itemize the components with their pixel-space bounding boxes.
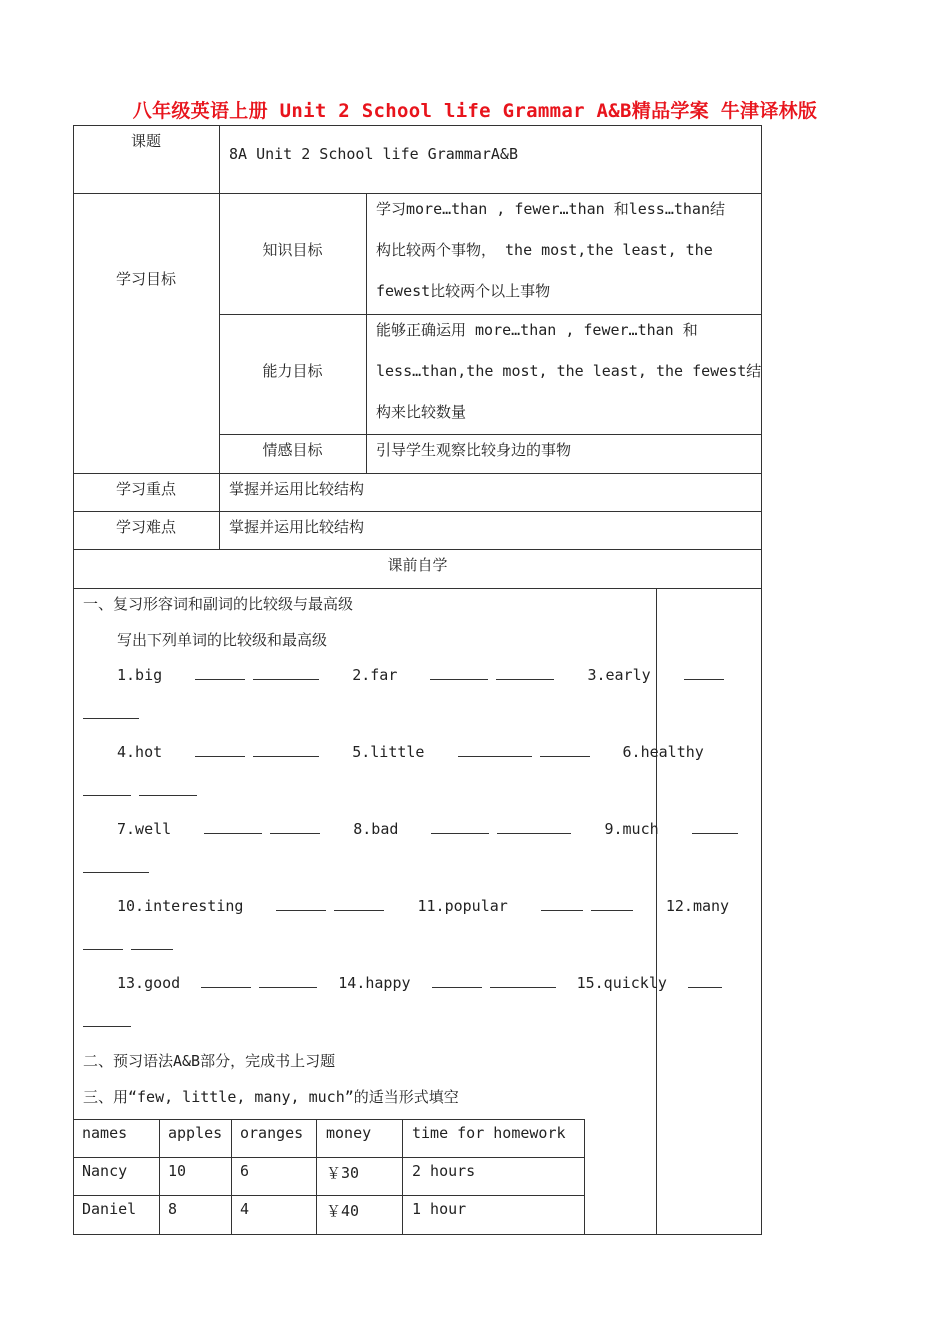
word-4: 4.hot (117, 743, 163, 761)
topic-label: 课题 (130, 132, 161, 150)
border-right (761, 125, 762, 1235)
data-table-border (584, 1119, 585, 1234)
border-row-key (73, 511, 762, 512)
word-8: 8.bad (353, 820, 399, 838)
word-11: 11.popular (417, 897, 508, 915)
table-cell: Nancy (82, 1162, 128, 1180)
column-header: time for homework (412, 1124, 566, 1142)
exercise-wrap-2 (83, 781, 197, 800)
ability-line-1: 能够正确运用 more…than , fewer…than 和 (376, 321, 698, 339)
word-12: 12.many (665, 897, 730, 915)
blank[interactable] (496, 665, 554, 680)
column-header: oranges (240, 1124, 304, 1142)
table-cell: 10 (168, 1162, 187, 1180)
blank[interactable] (83, 781, 131, 796)
blank[interactable] (458, 742, 532, 757)
border-row-goals (73, 473, 762, 474)
exercise-line-4 (117, 896, 729, 915)
exercise-wrap-3 (83, 858, 149, 877)
word-3: 3.early (587, 666, 651, 684)
blank[interactable] (139, 781, 197, 796)
blank[interactable] (253, 665, 319, 680)
blank[interactable] (432, 973, 482, 988)
border-col1 (219, 125, 220, 549)
data-table-border (73, 1195, 585, 1196)
exercise-wrap-5 (83, 1012, 131, 1031)
border-left (73, 125, 74, 1235)
border-row-diff (73, 549, 762, 550)
blank[interactable] (195, 665, 245, 680)
knowledge-line-3: fewest比较两个以上事物 (376, 282, 551, 300)
blank[interactable] (684, 665, 724, 680)
exercise-line-5 (117, 973, 726, 992)
blank[interactable] (497, 819, 571, 834)
key-points-value: 掌握并运用比较结构 (229, 480, 365, 498)
table-cell: ￥30 (326, 1164, 360, 1182)
table-cell: 6 (240, 1162, 250, 1180)
table-cell: 1 hour (412, 1200, 467, 1218)
ability-line-2: less…than,the most, the least, the fewest结 (376, 362, 762, 380)
exercise-line-3 (117, 819, 742, 838)
ability-line-3: 构来比较数量 (376, 403, 467, 421)
key-points-label: 学习重点 (115, 480, 176, 498)
data-table-border (73, 1119, 585, 1120)
border-col2 (366, 193, 367, 474)
emotion-label: 情感目标 (262, 441, 323, 459)
blank[interactable] (201, 973, 251, 988)
blank[interactable] (334, 896, 384, 911)
blank[interactable] (276, 896, 326, 911)
blank[interactable] (540, 742, 590, 757)
border-bottom (73, 1234, 762, 1235)
word-10: 10.interesting (117, 897, 244, 915)
word-14: 14.happy (338, 974, 411, 992)
section3-heading: 三、用“few, little, many, much”的适当形式填空 (83, 1088, 459, 1106)
column-header: names (82, 1124, 128, 1142)
data-table-border (231, 1119, 232, 1234)
blank[interactable] (688, 973, 722, 988)
blank[interactable] (591, 896, 633, 911)
exercise-line-1 (117, 665, 728, 684)
word-2: 2.far (352, 666, 398, 684)
knowledge-line-2: 构比较两个事物， the most,the least, the (376, 241, 713, 259)
exercise-wrap-4 (83, 935, 173, 954)
blank[interactable] (430, 665, 488, 680)
word-5: 5.little (352, 743, 425, 761)
knowledge-line-1: 学习more…than , fewer…than 和less…than结 (376, 200, 725, 218)
exercise-line-2 (117, 742, 704, 761)
word-7: 7.well (117, 820, 172, 838)
column-header: apples (168, 1124, 223, 1142)
table-cell: 2 hours (412, 1162, 476, 1180)
data-table-border (316, 1119, 317, 1234)
difficulties-value: 掌握并运用比较结构 (229, 518, 365, 536)
emotion-value: 引导学生观察比较身边的事物 (376, 441, 572, 459)
ability-label: 能力目标 (262, 362, 323, 380)
table-cell: 8 (168, 1200, 178, 1218)
blank[interactable] (259, 973, 317, 988)
blank[interactable] (490, 973, 556, 988)
blank[interactable] (195, 742, 245, 757)
column-header: money (326, 1124, 372, 1142)
word-6: 6.healthy (622, 743, 704, 761)
word-9: 9.much (604, 820, 659, 838)
table-cell: 4 (240, 1200, 250, 1218)
blank[interactable] (131, 935, 173, 950)
blank[interactable] (692, 819, 738, 834)
section2-heading: 二、预习语法A&B部分，完成书上习题 (83, 1052, 336, 1070)
difficulties-label: 学习难点 (115, 518, 176, 536)
section1-heading: 一、复习形容词和副词的比较级与最高级 (83, 595, 354, 613)
goals-label: 学习目标 (115, 270, 176, 288)
blank[interactable] (541, 896, 583, 911)
border-row-selfstudy (73, 588, 762, 589)
blank[interactable] (83, 1012, 131, 1027)
blank[interactable] (270, 819, 320, 834)
table-cell: Daniel (82, 1200, 137, 1218)
blank[interactable] (253, 742, 319, 757)
data-table-border (402, 1119, 403, 1234)
section1-instruction: 写出下列单词的比较级和最高级 (117, 631, 328, 649)
word-13: 13.good (117, 974, 181, 992)
blank[interactable] (83, 858, 149, 873)
data-table-border (159, 1119, 160, 1234)
document-title: 八年级英语上册 Unit 2 School life Grammar A&B精品学案 牛津译林版 (132, 100, 818, 122)
self-study-label: 课前自学 (387, 556, 448, 574)
word-15: 15.quickly (576, 974, 667, 992)
data-table-border (73, 1157, 585, 1158)
border-row1 (73, 193, 762, 194)
table-cell: ￥40 (326, 1202, 360, 1220)
topic-value: 8A Unit 2 School life GrammarA&B (229, 145, 518, 163)
blank[interactable] (431, 819, 489, 834)
word-1: 1.big (117, 666, 163, 684)
blank[interactable] (83, 935, 123, 950)
blank[interactable] (204, 819, 262, 834)
exercise-wrap-1 (83, 704, 139, 723)
knowledge-label: 知识目标 (262, 241, 323, 259)
border-top (73, 125, 762, 126)
border-row-ability (219, 434, 762, 435)
border-row-knowledge (219, 314, 762, 315)
blank[interactable] (83, 704, 139, 719)
